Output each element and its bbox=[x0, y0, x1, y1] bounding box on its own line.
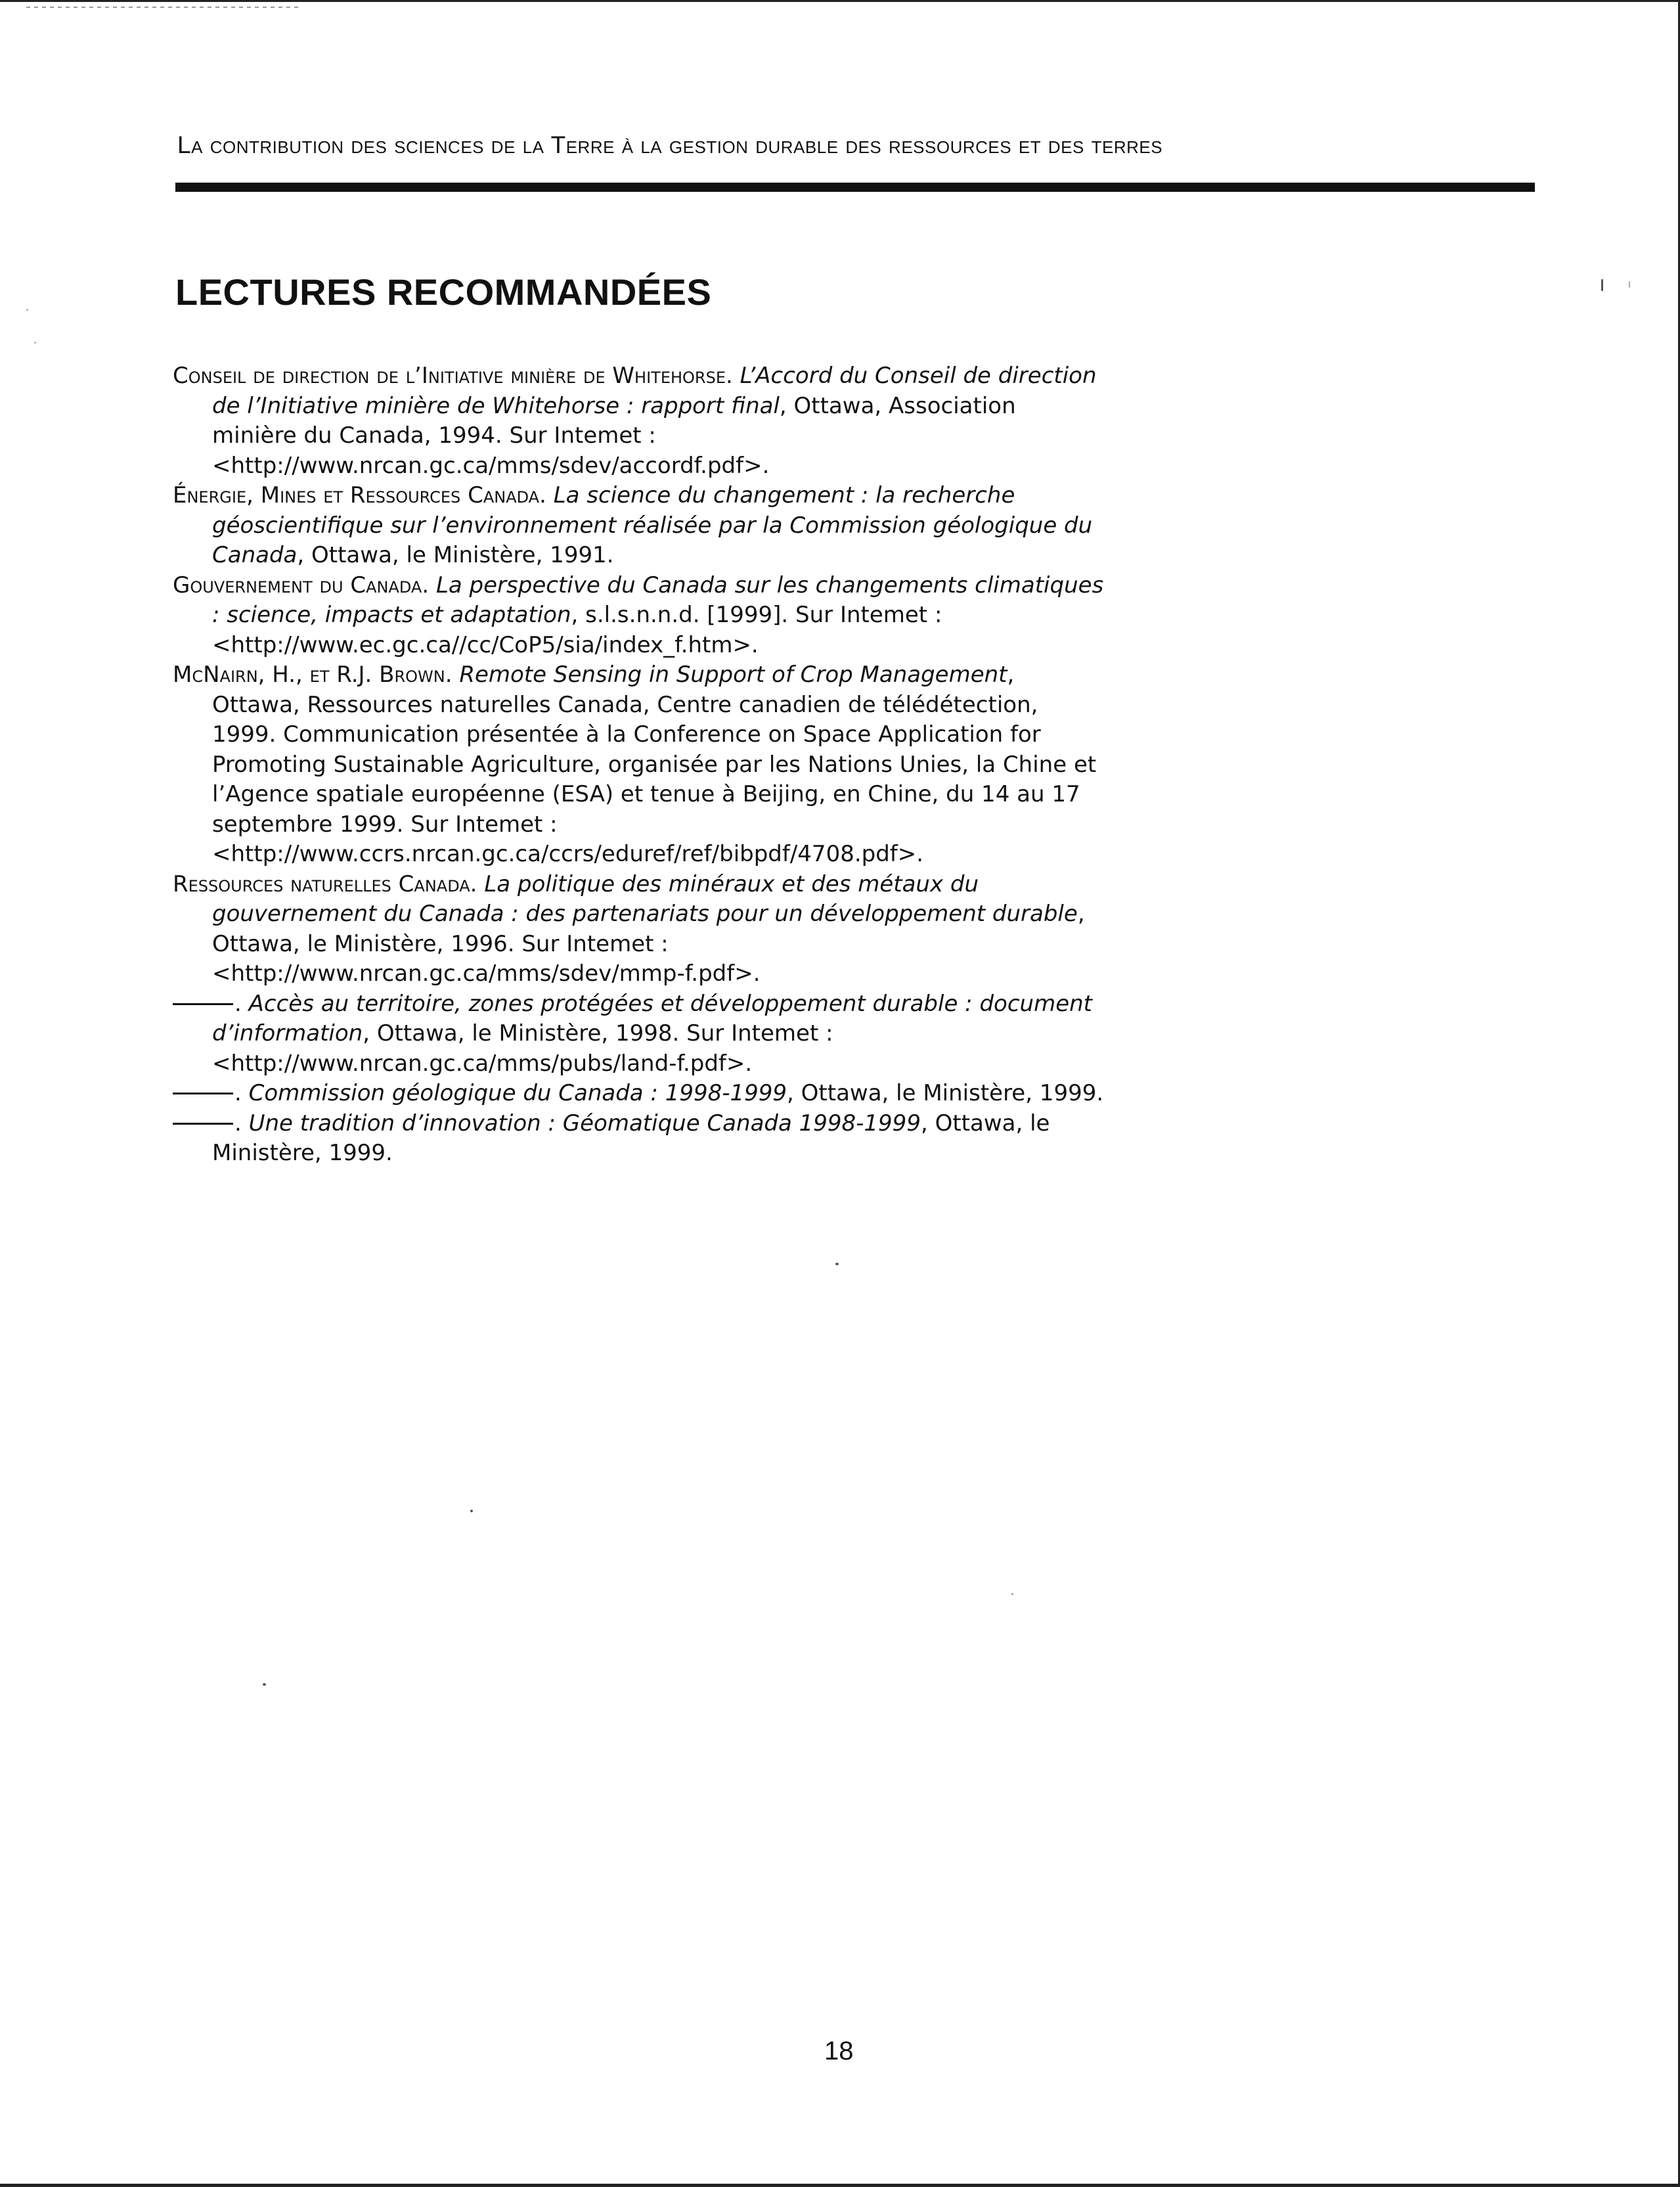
scan-speck bbox=[1629, 281, 1630, 288]
reference-author: Ressources naturelles Canada. bbox=[173, 870, 477, 897]
scan-edge-top bbox=[0, 0, 1680, 2]
reference-entry: . Une tradition d’innovation : Géomatique Canada 1998-1999, Ottawa, le Ministère, 1999. bbox=[173, 1109, 1105, 1169]
reference-title: La politique des minéraux et des métaux du gouvernement du Canada : des partenariats pour un développement durable bbox=[212, 870, 1078, 927]
reference-details: , s.l.s.n.n.d. [1999]. Sur Intemet : <http://www.ec.gc.ca//cc/CoP5/sia/index_f.htm>. bbox=[212, 602, 942, 658]
running-header: La contribution des sciences de la Terre à la gestion durable des ressources et des terres bbox=[177, 131, 1163, 158]
reference-details: , Ottawa, le Ministère, 1999. bbox=[212, 1110, 1050, 1166]
reference-author: Conseil de direction de l’Initiative minière de Whitehorse. bbox=[173, 363, 733, 389]
scan-speck bbox=[1011, 1593, 1013, 1595]
reference-title: La science du changement : la recherche géoscientifique sur l’environnement réalisée par la Commission géologique du Canada bbox=[212, 482, 1093, 568]
reference-title: L’Accord du Conseil de direction de l’Initiative minière de Whitehorse : rapport final bbox=[212, 363, 1097, 419]
reference-entry bbox=[173, 571, 1105, 661]
reference-details: , Ottawa, Association minière du Canada, 1994. Sur Intemet : <http://www.nrcan.gc.ca/mms/sdev/accordf.pdf>. bbox=[212, 392, 1016, 479]
reference-entry: . Commission géologique du Canada : 1998-1999, Ottawa, le Ministère, 1999. bbox=[173, 1079, 1105, 1109]
reference-title: Commission géologique du Canada : 1998-1999 bbox=[248, 1080, 787, 1106]
scan-speck bbox=[1601, 279, 1603, 291]
reference-author: McNairn, H., et R.J. Brown. bbox=[173, 662, 453, 688]
reference-title: Remote Sensing in Support of Crop Management bbox=[459, 662, 1007, 688]
scan-speck bbox=[263, 1683, 266, 1686]
scan-speck bbox=[470, 1510, 473, 1512]
ditto-dash bbox=[173, 1123, 233, 1125]
section-title: LECTURES RECOMMANDÉES bbox=[175, 271, 712, 313]
ditto-dash bbox=[173, 1093, 233, 1094]
ditto-dash bbox=[173, 1003, 233, 1005]
reference-entry bbox=[173, 361, 1105, 481]
reference-title: La perspective du Canada sur les changements climatiques : science, impacts et adaptation bbox=[212, 572, 1104, 628]
reference-title: Accès au territoire, zones protégées et développement durable : document d’information bbox=[212, 990, 1092, 1047]
reference-details: , Ottawa, le Ministère, 1998. Sur Intemet : <http://www.nrcan.gc.ca/mms/pubs/land-f.pdf>. bbox=[212, 1020, 833, 1077]
reference-list bbox=[173, 361, 1105, 1169]
scan-speck bbox=[26, 309, 28, 311]
scan-edge-faint bbox=[26, 7, 302, 8]
reference-entry bbox=[173, 870, 1105, 989]
scan-edge-bottom bbox=[0, 2184, 1680, 2187]
reference-entry bbox=[173, 481, 1105, 571]
page-number: 18 bbox=[824, 2037, 854, 2065]
scan-speck bbox=[835, 1263, 839, 1265]
reference-entry bbox=[173, 660, 1105, 870]
scan-speck bbox=[34, 342, 36, 344]
reference-title: Une tradition d’innovation : Géomatique Canada 1998-1999 bbox=[248, 1110, 921, 1137]
reference-details: , Ottawa, le Ministère, 1999. bbox=[787, 1080, 1104, 1106]
reference-details: , Ottawa, Ressources naturelles Canada, Centre canadien de télédétection, 1999. Communication présentée à la Conference on Space Application for Promoting Sustainable Agriculture, organisée par les Nations Unies, la Chine et l’Agence spatiale européenne (ESA) et tenue à Beijing, en Chine, du 14 au 17 septembre 1999. Sur Intemet : <http://www.ccrs.nrcan.gc.ca/ccrs/eduref/ref/bibpdf/4708.pdf>. bbox=[212, 662, 1097, 867]
reference-author: Gouvernement du Canada. bbox=[173, 572, 430, 598]
reference-details: , Ottawa, le Ministère, 1996. Sur Intemet : <http://www.nrcan.gc.ca/mms/sdev/mmp-f.pdf>. bbox=[212, 901, 1085, 987]
reference-author: Énergie, Mines et Ressources Canada. bbox=[173, 482, 546, 508]
header-rule bbox=[175, 183, 1535, 192]
reference-entry: . Accès au territoire, zones protégées et développement durable : document d’information, Ottawa, le Ministère, 1998. Sur Intemet : <http://www.nrcan.gc.ca/mms/pubs/land-f.pdf>. bbox=[173, 989, 1105, 1079]
reference-details: , Ottawa, le Ministère, 1991. bbox=[297, 542, 614, 568]
